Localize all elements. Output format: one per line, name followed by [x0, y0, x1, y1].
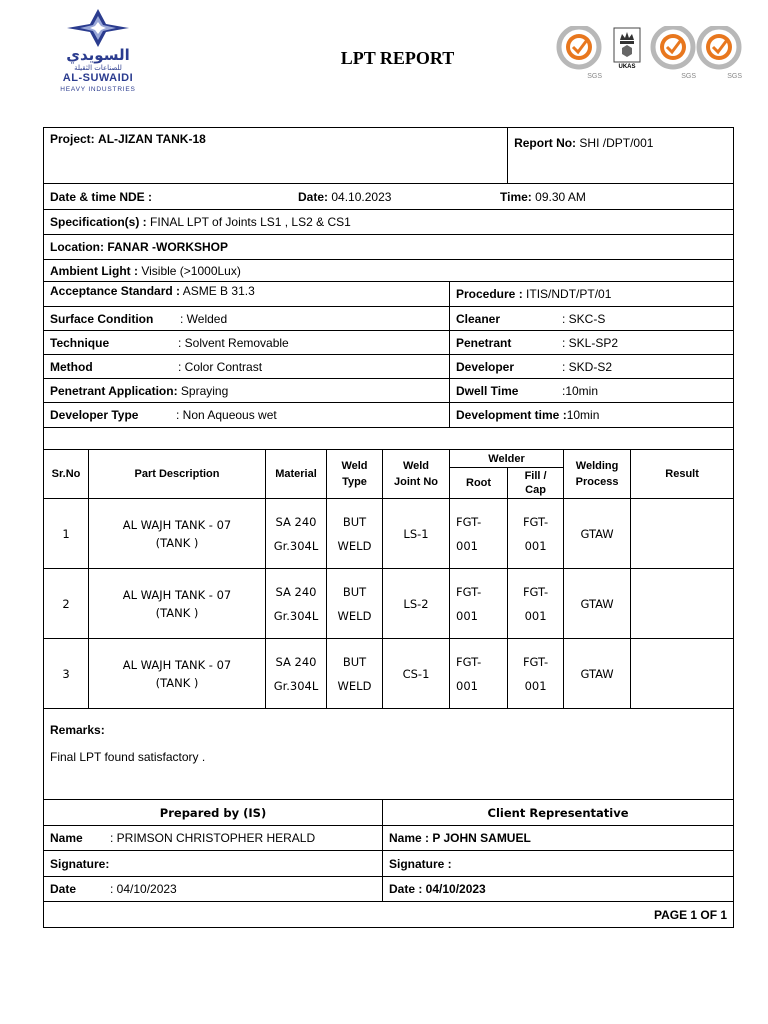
- procedure-cell: [450, 282, 734, 307]
- logo-company-name: AL-SUWAIDI: [62, 72, 134, 84]
- row-part-description: [89, 499, 266, 569]
- sgs-seal-icon: [696, 26, 742, 80]
- project-row: [44, 128, 734, 184]
- header-fill-cap-line1: Fill /: [524, 470, 547, 482]
- row-root: [450, 639, 508, 709]
- fill-line1: FGT-: [522, 654, 549, 669]
- prepared-by-header: Prepared by (IS): [44, 800, 383, 826]
- client-representative-header: Client Representative: [383, 800, 734, 826]
- acceptance-label: Acceptance Standard :: [50, 284, 181, 298]
- specification-row: [44, 210, 734, 235]
- header-material: Material: [266, 450, 327, 499]
- penetrant-application-label: Penetrant Application:: [50, 383, 178, 398]
- developer-value: : SKD-S2: [562, 359, 613, 374]
- fill-line2: 001: [524, 608, 547, 623]
- spacer-cell: [44, 428, 734, 450]
- root-line2: 001: [456, 538, 478, 553]
- penetrant-value: : SKL-SP2: [562, 335, 619, 350]
- client-date: Date : 04/10/2023: [383, 877, 734, 902]
- company-logo: [48, 8, 148, 96]
- location-label: Location:: [50, 240, 104, 254]
- acceptance-value: ASME B 31.3: [182, 284, 255, 298]
- material-line1: SA 240: [275, 514, 317, 529]
- row-sr-no: 2: [44, 569, 89, 639]
- location-cell: [44, 235, 734, 260]
- development-time-cell: [450, 403, 734, 428]
- weld-type-line2: WELD: [337, 678, 372, 693]
- row-result: [631, 499, 734, 569]
- technique-cell: [44, 331, 450, 355]
- location-row: [44, 235, 734, 260]
- row-material: [266, 569, 327, 639]
- row-weld-type: [327, 639, 383, 709]
- logo-arabic-subtitle: للصناعات الثقيلة: [74, 64, 122, 72]
- acceptance-row: [44, 282, 734, 307]
- header-weld-joint-line2: Joint No: [394, 476, 438, 488]
- signoff-signature-row: [44, 851, 734, 877]
- row-weld-type: [327, 499, 383, 569]
- date-label: Date:: [298, 190, 329, 204]
- cert-label: SGS: [727, 73, 742, 80]
- row-result: [631, 569, 734, 639]
- part-line1: AL WAJH TANK - 07: [122, 657, 232, 672]
- signoff-header-row: [44, 800, 734, 826]
- row-fill-cap: [508, 569, 564, 639]
- technique-label: Technique: [50, 335, 110, 350]
- row-welding-process: GTAW: [564, 639, 631, 709]
- row-part-description: [89, 639, 266, 709]
- root-line2: 001: [456, 608, 478, 623]
- prepared-date-label: Date: [50, 882, 77, 896]
- weld-type-line1: BUT: [342, 584, 367, 599]
- ambient-light-cell: [44, 260, 734, 282]
- root-line1: FGT-: [456, 654, 482, 669]
- sgs-seal-icon: [556, 26, 602, 80]
- row-root: [450, 569, 508, 639]
- spacer-row: [44, 428, 734, 450]
- root-line1: FGT-: [456, 514, 482, 529]
- weld-type-line1: BUT: [342, 514, 367, 529]
- surface-row: [44, 307, 734, 331]
- fill-line2: 001: [524, 538, 547, 553]
- part-line2: (TANK ): [155, 675, 199, 690]
- report-no-value: SHI /DPT/001: [579, 135, 654, 150]
- nde-date: [298, 190, 391, 204]
- root-line1: FGT-: [456, 584, 482, 599]
- row-result: [631, 639, 734, 709]
- part-line1: AL WAJH TANK - 07: [122, 517, 232, 532]
- page-title: LPT REPORT: [340, 48, 455, 68]
- acceptance-cell: [44, 282, 450, 307]
- row-fill-cap: [508, 639, 564, 709]
- surface-value: : Welded: [180, 311, 228, 326]
- technique-value: : Solvent Removable: [178, 335, 289, 350]
- header-welding-process: [564, 450, 631, 499]
- material-line2: Gr.304L: [273, 678, 319, 693]
- star-emblem-icon: [66, 8, 130, 48]
- row-fill-cap: [508, 499, 564, 569]
- part-line2: (TANK ): [155, 535, 199, 550]
- header-sr-no: Sr.No: [44, 450, 89, 499]
- material-line2: Gr.304L: [273, 608, 319, 623]
- dwell-time-value: :10min: [562, 383, 599, 398]
- row-root: [450, 499, 508, 569]
- header-welder: Welder: [450, 450, 564, 468]
- header-weld-joint: [383, 450, 450, 499]
- header-fill-cap-line2: Cap: [525, 484, 546, 496]
- ambient-light-value: Visible (>1000Lux): [141, 263, 241, 278]
- prepared-signature: Signature:: [44, 851, 383, 877]
- cert-label: SGS: [587, 73, 602, 80]
- row-weld-joint: CS-1: [383, 639, 450, 709]
- row-part-description: [89, 569, 266, 639]
- specification-cell: [44, 210, 734, 235]
- header-weld-joint-line1: Weld: [402, 460, 430, 472]
- report-no-label: Report No:: [514, 135, 577, 150]
- procedure-value: ITIS/NDT/PT/01: [526, 287, 612, 301]
- developer-label: Developer: [456, 359, 515, 374]
- fill-line1: FGT-: [522, 584, 549, 599]
- page-number: PAGE 1 OF 1: [44, 902, 734, 928]
- table-row: [44, 639, 734, 709]
- client-name: Name : P JOHN SAMUEL: [383, 826, 734, 851]
- report-no-cell: [508, 128, 734, 184]
- developer-type-row: [44, 403, 734, 428]
- developer-type-label: Developer Type: [50, 408, 139, 422]
- cleaner-cell: [450, 307, 734, 331]
- time-label: Time:: [500, 190, 532, 204]
- procedure-label: Procedure :: [456, 287, 523, 301]
- remarks-label: Remarks:: [50, 723, 105, 737]
- surface-cell: [44, 307, 450, 331]
- row-sr-no: 3: [44, 639, 89, 709]
- time-value: 09.30 AM: [535, 190, 586, 204]
- row-material: [266, 639, 327, 709]
- table-row: [44, 499, 734, 569]
- header-root: Root: [450, 468, 508, 499]
- development-time-value: 10min: [566, 408, 600, 422]
- material-line2: Gr.304L: [273, 538, 319, 553]
- technique-row: [44, 331, 734, 355]
- logo-subtitle: HEAVY INDUSTRIES: [60, 86, 136, 93]
- header-weld-type: [327, 450, 383, 499]
- row-welding-process: GTAW: [564, 499, 631, 569]
- part-line1: AL WAJH TANK - 07: [122, 587, 232, 602]
- dwell-time-cell: [450, 379, 734, 403]
- signoff-name-row: [44, 826, 734, 851]
- ambient-light-row: [44, 260, 734, 282]
- sgs-seal-icon: [650, 26, 696, 80]
- part-line2: (TANK ): [155, 605, 199, 620]
- specification-label: Specification(s) :: [50, 215, 147, 229]
- header-part-description: Part Description: [89, 450, 266, 499]
- material-line1: SA 240: [275, 584, 317, 599]
- penetrant-application-row: [44, 379, 734, 403]
- header-weld-type-line1: Weld: [341, 460, 368, 472]
- method-cell: [44, 355, 450, 379]
- method-label: Method: [50, 359, 93, 374]
- row-sr-no: 1: [44, 499, 89, 569]
- ambient-light-label: Ambient Light :: [50, 263, 138, 278]
- weld-type-line1: BUT: [342, 654, 367, 669]
- cleaner-label: Cleaner: [456, 311, 501, 326]
- client-signature: Signature :: [383, 851, 734, 877]
- developer-cell: [450, 355, 734, 379]
- dwell-time-label: Dwell Time: [456, 383, 519, 398]
- row-weld-joint: LS-2: [383, 569, 450, 639]
- specification-value: FINAL LPT of Joints LS1 , LS2 & CS1: [150, 215, 351, 229]
- header-welding-process-line2: Process: [575, 476, 619, 488]
- prepared-date-value: : 04/10/2023: [110, 882, 177, 896]
- header-welding-process-line1: Welding: [575, 460, 619, 472]
- penetrant-cell: [450, 331, 734, 355]
- method-row: [44, 355, 734, 379]
- header-weld-type-line2: Type: [342, 476, 367, 488]
- date-value: 04.10.2023: [331, 190, 392, 204]
- results-header-row: [44, 450, 734, 468]
- weld-type-line2: WELD: [337, 608, 372, 623]
- location-value: FANAR -WORKSHOP: [107, 240, 229, 254]
- penetrant-application-cell: [44, 379, 450, 403]
- development-time-label: Development time :: [456, 408, 567, 422]
- cert-label: SGS: [681, 73, 696, 80]
- header-fill-cap: [508, 468, 564, 499]
- prepared-name-label: Name: [50, 831, 83, 845]
- prepared-date-cell: [44, 877, 383, 902]
- developer-type-cell: [44, 403, 450, 428]
- table-row: [44, 569, 734, 639]
- footer-row: [44, 902, 734, 928]
- surface-label: Surface Condition: [50, 311, 154, 326]
- row-weld-type: [327, 569, 383, 639]
- certification-logos: [556, 26, 746, 82]
- remarks-cell: [44, 709, 734, 800]
- row-weld-joint: LS-1: [383, 499, 450, 569]
- penetrant-label: Penetrant: [456, 335, 512, 350]
- cleaner-value: : SKC-S: [562, 311, 606, 326]
- penetrant-application-value: Spraying: [180, 383, 229, 398]
- nde-time: [500, 190, 586, 204]
- root-line2: 001: [456, 678, 478, 693]
- lpt-report-table: [43, 127, 734, 928]
- project-value: AL-JIZAN TANK-18: [98, 132, 206, 146]
- fill-line2: 001: [524, 678, 547, 693]
- developer-type-value: : Non Aqueous wet: [176, 408, 277, 422]
- header-result: Result: [631, 450, 734, 499]
- logo-arabic-name: السويدي: [66, 46, 130, 64]
- method-value: : Color Contrast: [178, 359, 263, 374]
- cert-label: UKAS: [618, 64, 636, 70]
- row-material: [266, 499, 327, 569]
- ukas-mark-icon: [604, 26, 650, 80]
- project-label: Project:: [50, 132, 95, 146]
- remarks-row: [44, 709, 734, 800]
- prepared-name-cell: [44, 826, 383, 851]
- fill-line1: FGT-: [522, 514, 549, 529]
- date-time-row: [44, 184, 734, 210]
- signoff-date-row: [44, 877, 734, 902]
- weld-type-line2: WELD: [337, 538, 372, 553]
- date-time-label: Date & time NDE :: [50, 189, 153, 204]
- row-welding-process: GTAW: [564, 569, 631, 639]
- material-line1: SA 240: [275, 654, 317, 669]
- remarks-text: Final LPT found satisfactory .: [50, 750, 206, 764]
- prepared-name-value: : PRIMSON CHRISTOPHER HERALD: [110, 831, 316, 845]
- date-time-cell: [44, 184, 734, 210]
- project-cell: [44, 128, 508, 184]
